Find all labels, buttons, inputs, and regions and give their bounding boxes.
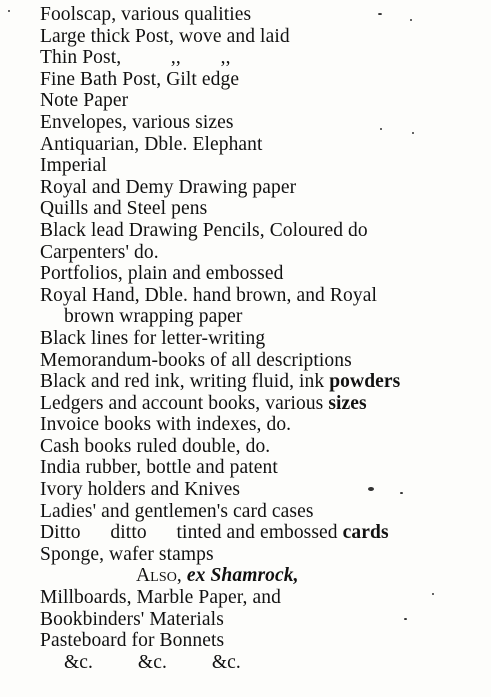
list-item: Antiquarian, Dble. Elephant xyxy=(40,133,263,155)
print-speck xyxy=(380,128,382,130)
list-item: Ladies' and gentlemen's card cases xyxy=(40,500,314,522)
list-item: Memorandum-books of all descriptions xyxy=(40,349,352,371)
list-item-text: Ledgers and account books, various xyxy=(40,392,329,414)
list-item-etc: &c. &c. &c. xyxy=(64,651,241,673)
list-item: Quills and Steel pens xyxy=(40,198,208,220)
list-item: Pasteboard for Bonnets xyxy=(40,630,225,652)
list-item: Large thick Post, wove and laid xyxy=(40,25,290,47)
list-item: Foolscap, various qualities xyxy=(40,4,252,25)
list-item xyxy=(40,371,490,393)
list-item: Royal and Demy Drawing paper xyxy=(40,176,297,198)
list-item: Black lines for letter-writing xyxy=(40,327,266,349)
print-speck xyxy=(432,593,434,595)
list-item: Envelopes, various sizes xyxy=(40,111,234,133)
list-item: India rubber, bottle and patent xyxy=(40,457,278,479)
list-item: Bookbinders' Materials xyxy=(40,608,224,630)
stationery-list xyxy=(40,4,490,673)
list-item: Invoice books with indexes, do. xyxy=(40,414,292,436)
list-item: Thin Post, ,, ,, xyxy=(40,47,231,69)
list-item: Royal Hand, Dble. hand brown, and Royal xyxy=(40,284,377,306)
list-item-emphasis: sizes xyxy=(328,392,367,414)
list-item: Fine Bath Post, Gilt edge xyxy=(40,68,240,90)
list-item-continuation: brown wrapping paper xyxy=(64,306,243,328)
print-speck xyxy=(400,492,403,494)
print-speck xyxy=(404,618,407,620)
print-speck xyxy=(378,13,382,15)
list-item: Ivory holders and Knives xyxy=(40,479,241,501)
list-item: Cash books ruled double, do. xyxy=(40,435,271,457)
list-item xyxy=(40,393,490,415)
print-speck xyxy=(8,10,10,12)
list-item: Imperial xyxy=(40,155,107,177)
list-item-emphasis: cards xyxy=(342,522,389,544)
print-speck xyxy=(412,132,414,134)
list-item: Note Paper xyxy=(40,90,129,112)
ship-name: ex Shamrock, xyxy=(186,565,299,587)
list-item: Black lead Drawing Pencils, Coloured do xyxy=(40,219,368,241)
list-item: Carpenters' do. xyxy=(40,241,159,263)
list-item: Sponge, wafer stamps xyxy=(40,543,214,565)
print-speck xyxy=(410,19,412,21)
list-item: Portfolios, plain and embossed xyxy=(40,263,284,285)
list-item xyxy=(40,522,490,544)
also-heading xyxy=(40,565,490,587)
list-item: Millboards, Marble Paper, and xyxy=(40,587,281,609)
list-item-text: Ditto ditto tinted and embossed xyxy=(40,522,343,544)
list-item-text: Black and red ink, writing fluid, ink xyxy=(40,371,330,393)
list-item-emphasis: powders xyxy=(329,371,401,393)
print-speck xyxy=(368,487,374,491)
also-label: Also, xyxy=(136,565,182,587)
